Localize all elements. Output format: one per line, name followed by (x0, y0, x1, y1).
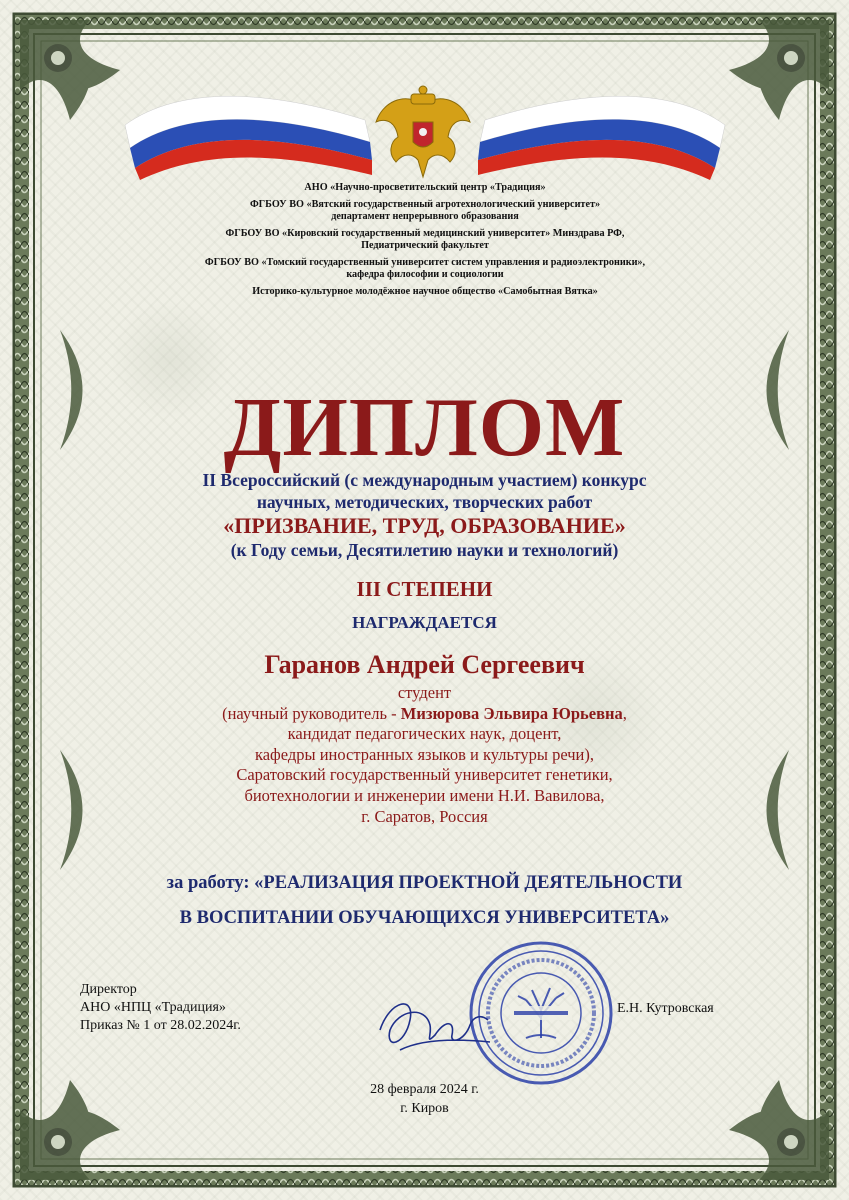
work-title (90, 866, 759, 936)
award-degree: III СТЕПЕНИ (356, 577, 493, 601)
org-line: Историко-культурное молодёжное научное общество «Самобытная Вятка» (252, 285, 598, 297)
diploma-title: ДИПЛОМ (223, 381, 626, 474)
detail-line: биотехнологии и инженерии имени Н.И. Вавилова, (244, 785, 605, 805)
detail-line: кандидат педагогических наук, доцент, (287, 724, 562, 744)
issue-info (0, 1080, 849, 1118)
issue-date: 28 февраля 2024 г. (370, 1082, 479, 1097)
work-line: за работу: «РЕАЛИЗАЦИЯ ПРОЕКТНОЙ ДЕЯТЕЛЬНОСТИ (166, 873, 683, 893)
recipient-name: Гаранов Андрей Сергеевич (264, 650, 585, 679)
org-line: ФГБОУ ВО «Кировский государственный медицинский университет» Минздрава РФ, Педиатрический факультет (225, 227, 625, 251)
supervisor-name: Мизюрова Эльвира Юрьевна (400, 703, 623, 723)
org-line: АНО «Научно-просветительский центр «Традиция» (304, 182, 546, 193)
work-line: В ВОСПИТАНИИ ОБУЧАЮЩИХСЯ УНИВЕРСИТЕТА» (179, 908, 670, 928)
contest-subtitle: (к Году семьи, Десятилетию науки и технологий) (230, 540, 619, 560)
supervisor-line: (научный руководитель - Мизюрова Эльвира Юрьевна, (222, 703, 627, 723)
awarded-label: НАГРАЖДАЕТСЯ (352, 613, 497, 632)
coat-of-arms-emblem (368, 82, 478, 182)
signatory-block (80, 981, 241, 1035)
organizations-header (95, 182, 755, 302)
org-line: ФГБОУ ВО «Вятский государственный агротехнологический университет» департамент непрерывного образования (249, 198, 601, 222)
issue-city: г. Киров (400, 1101, 449, 1116)
contest-line: научных, методических, творческих работ (256, 492, 593, 512)
detail-line: кафедры иностранных языков и культуры речи), (254, 744, 595, 764)
contest-line: II Всероссийский (с международным участием) конкурс (202, 470, 647, 490)
recipient-status: студент (397, 683, 452, 702)
signatory-name: Е.Н. Кутровская (617, 1001, 714, 1016)
org-line: ФГБОУ ВО «Томский государственный университет систем управления и радиоэлектроники», кафедра философии и социологии (204, 256, 646, 280)
contest-info (100, 469, 749, 561)
signature (370, 990, 500, 1060)
signatory-role: Директор (80, 982, 137, 997)
recipient-details (120, 683, 729, 827)
contest-name: «ПРИЗВАНИЕ, ТРУД, ОБРАЗОВАНИЕ» (223, 513, 626, 538)
signatory-org: АНО «НПЦ «Традиция» (80, 1000, 226, 1015)
detail-line: Саратовский государственный университет генетики, (236, 765, 613, 785)
detail-line: г. Саратов, Россия (361, 806, 488, 826)
signatory-order: Приказ № 1 от 28.02.2024г. (80, 1018, 241, 1033)
